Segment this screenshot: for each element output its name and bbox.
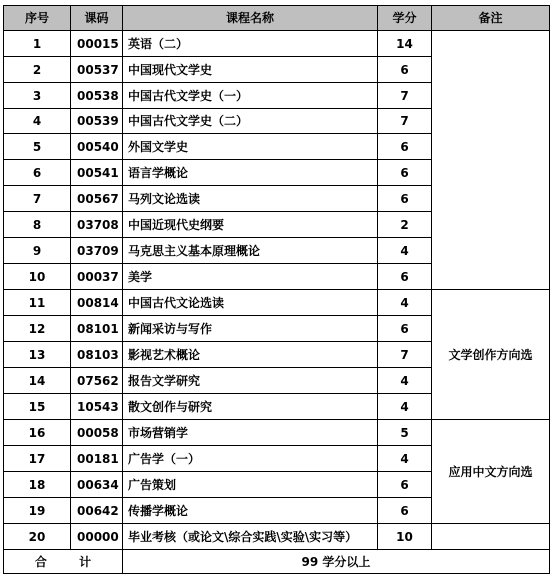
row-credits: 6 (378, 264, 432, 290)
row-no: 9 (4, 238, 71, 264)
row-code: 00000 (71, 524, 123, 550)
header-credits: 学分 (378, 6, 432, 31)
row-no: 19 (4, 498, 71, 524)
row-code: 00058 (71, 420, 123, 446)
row-credits: 5 (378, 420, 432, 446)
row-code: 00541 (71, 160, 123, 186)
row-no: 7 (4, 186, 71, 212)
row-code: 00567 (71, 186, 123, 212)
row-no: 12 (4, 316, 71, 342)
table-row (4, 420, 550, 446)
row-course-name: 市场营销学 (123, 420, 378, 446)
row-credits: 6 (378, 57, 432, 83)
remarks-empty (432, 31, 550, 290)
row-course-name: 马克思主义基本原理概论 (123, 238, 378, 264)
row-no: 6 (4, 160, 71, 186)
row-credits: 7 (378, 342, 432, 368)
row-credits: 7 (378, 83, 432, 109)
row-code: 00537 (71, 57, 123, 83)
row-code: 00642 (71, 498, 123, 524)
row-credits: 7 (378, 109, 432, 134)
row-credits: 2 (378, 212, 432, 238)
header-row (4, 6, 550, 31)
remarks-track: 文学创作方向选 (432, 290, 550, 420)
row-course-name: 毕业考核（或论文\综合实践\实验\实习等） (123, 524, 378, 550)
total-label: 合 计 (4, 550, 123, 574)
row-credits: 4 (378, 368, 432, 394)
row-code: 00634 (71, 472, 123, 498)
row-credits: 4 (378, 238, 432, 264)
row-course-name: 散文创作与研究 (123, 394, 378, 420)
table-row (4, 290, 550, 316)
row-code: 00015 (71, 31, 123, 57)
row-credits: 4 (378, 394, 432, 420)
row-course-name: 美学 (123, 264, 378, 290)
row-credits: 6 (378, 472, 432, 498)
row-credits: 6 (378, 498, 432, 524)
row-credits: 6 (378, 160, 432, 186)
row-no: 18 (4, 472, 71, 498)
row-credits: 6 (378, 316, 432, 342)
row-code: 03708 (71, 212, 123, 238)
row-code: 03709 (71, 238, 123, 264)
row-course-name: 传播学概论 (123, 498, 378, 524)
remarks-empty (432, 524, 550, 550)
row-credits: 10 (378, 524, 432, 550)
remarks-track: 应用中文方向选 (432, 420, 550, 524)
row-code: 08101 (71, 316, 123, 342)
row-no: 17 (4, 446, 71, 472)
row-credits: 6 (378, 134, 432, 160)
row-credits: 4 (378, 290, 432, 316)
row-course-name: 英语（二） (123, 31, 378, 57)
row-no: 1 (4, 31, 71, 57)
row-no: 4 (4, 109, 71, 134)
header-code: 课码 (71, 6, 123, 31)
row-credits: 14 (378, 31, 432, 57)
row-course-name: 广告学（一） (123, 446, 378, 472)
row-no: 20 (4, 524, 71, 550)
row-no: 14 (4, 368, 71, 394)
row-course-name: 广告策划 (123, 472, 378, 498)
course-rows (4, 31, 550, 550)
row-no: 11 (4, 290, 71, 316)
row-no: 15 (4, 394, 71, 420)
row-course-name: 马列文论选读 (123, 186, 378, 212)
row-no: 5 (4, 134, 71, 160)
total-row (4, 550, 550, 574)
row-course-name: 中国古代文论选读 (123, 290, 378, 316)
row-no: 2 (4, 57, 71, 83)
table-row (4, 31, 550, 57)
row-code: 00540 (71, 134, 123, 160)
row-course-name: 报告文学研究 (123, 368, 378, 394)
row-course-name: 影视艺术概论 (123, 342, 378, 368)
row-code: 07562 (71, 368, 123, 394)
row-course-name: 外国文学史 (123, 134, 378, 160)
row-code: 00539 (71, 109, 123, 134)
row-course-name: 中国现代文学史 (123, 57, 378, 83)
row-no: 13 (4, 342, 71, 368)
row-no: 10 (4, 264, 71, 290)
row-no: 3 (4, 83, 71, 109)
total-value: 99 学分以上 (123, 550, 550, 574)
row-course-name: 新闻采访与写作 (123, 316, 378, 342)
header-name: 课程名称 (123, 6, 378, 31)
row-course-name: 中国近现代史纲要 (123, 212, 378, 238)
row-course-name: 中国古代文学史（二） (123, 109, 378, 134)
row-credits: 6 (378, 186, 432, 212)
row-no: 16 (4, 420, 71, 446)
course-table (3, 5, 550, 574)
row-code: 00181 (71, 446, 123, 472)
row-course-name: 语言学概论 (123, 160, 378, 186)
row-course-name: 中国古代文学史（一） (123, 83, 378, 109)
row-no: 8 (4, 212, 71, 238)
header-remarks: 备注 (432, 6, 550, 31)
table-row (4, 524, 550, 550)
row-code: 10543 (71, 394, 123, 420)
row-code: 00037 (71, 264, 123, 290)
row-code: 00814 (71, 290, 123, 316)
row-code: 08103 (71, 342, 123, 368)
row-credits: 4 (378, 446, 432, 472)
row-code: 00538 (71, 83, 123, 109)
header-no: 序号 (4, 6, 71, 31)
